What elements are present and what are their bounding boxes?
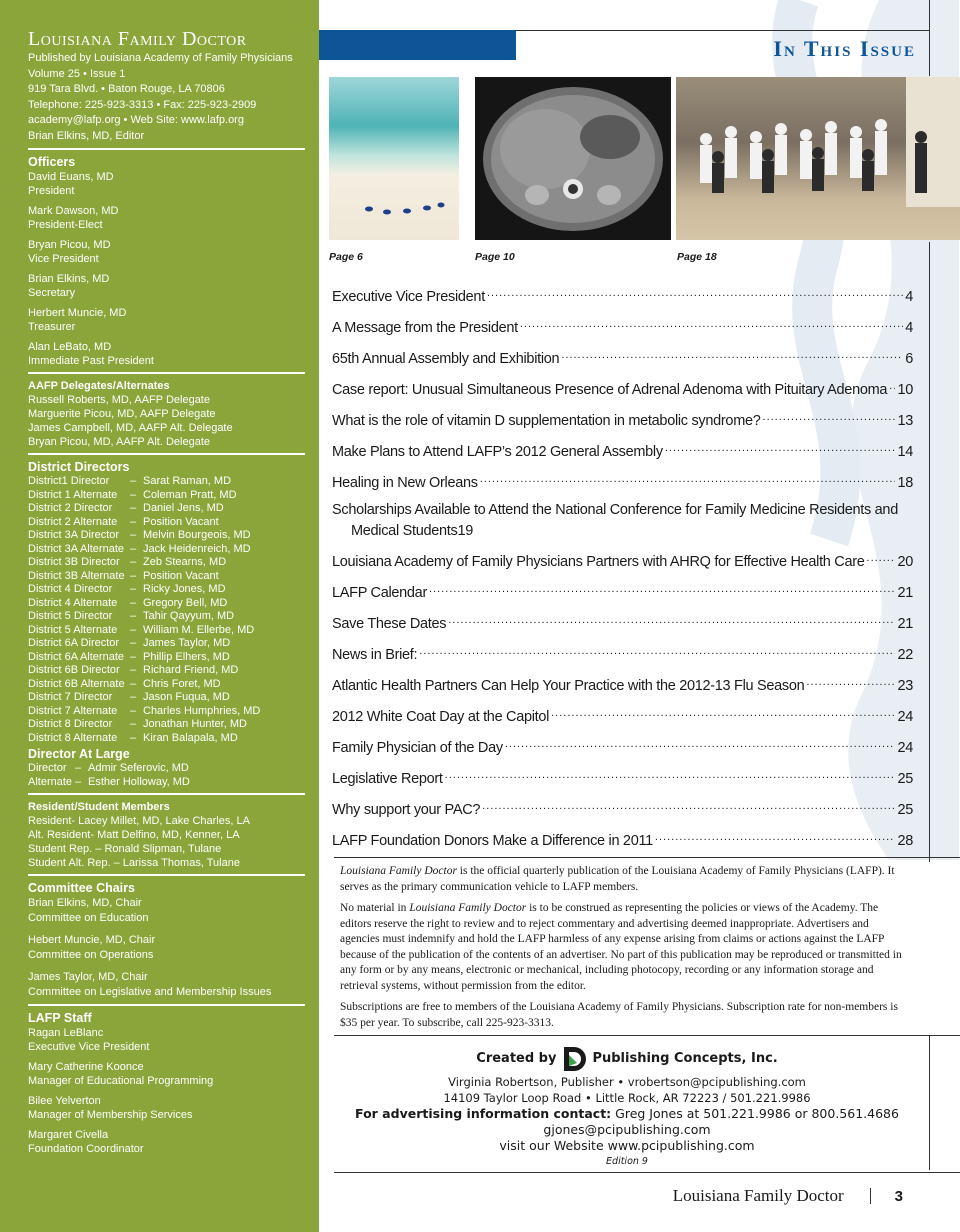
committee-entry (28, 933, 305, 963)
toc-page: 6 (905, 351, 913, 367)
photo-caption: Page 18 (677, 251, 717, 263)
dash: – (129, 623, 137, 636)
officer-entry (28, 272, 305, 300)
staff-entry (28, 1026, 305, 1054)
officer-name: Bryan Picou, MD (28, 239, 111, 251)
edition-label: Edition 9 (606, 1156, 648, 1167)
main-content (319, 0, 960, 1232)
district-role: District 8 Alternate (28, 731, 118, 744)
website-line[interactable]: visit our Website www.pcipublishing.com (499, 1138, 755, 1153)
toc-title: News in Brief: (332, 647, 418, 663)
district-role: District 4 Alternate (28, 596, 118, 609)
delegate-line: James Campbell, MD, AAFP Alt. Delegate (28, 422, 233, 434)
toc-leader (448, 610, 895, 631)
district-role: District 2 Alternate (28, 515, 118, 528)
district-role: Director (28, 762, 67, 774)
toc-title: Healing in New Orleans (332, 475, 478, 491)
toc-page: 23 (897, 678, 913, 694)
district-role: District 3A Director (28, 529, 120, 541)
photo-caption: Page 10 (475, 251, 515, 263)
dash: – (129, 691, 137, 703)
frame-line (929, 1035, 930, 1170)
toc-entry[interactable] (332, 672, 913, 697)
officer-entry (28, 204, 305, 232)
toc-title: 2012 White Coat Day at the Capitol (332, 709, 550, 725)
toc-page: 21 (897, 585, 913, 601)
officer-role: Vice President (28, 253, 99, 265)
dash: – (74, 762, 82, 774)
officer-role: Immediate Past President (28, 355, 154, 367)
district-member: Jason Fuqua, MD (143, 691, 230, 703)
publisher-line: Virginia Robertson, Publisher • vrobertson@pcipublishing.com (448, 1075, 806, 1089)
toc-page: 24 (897, 740, 913, 756)
committee-name: Committee on Operations (28, 949, 154, 961)
officer-entry (28, 340, 305, 368)
toc-entry[interactable] (332, 610, 913, 635)
district-row (28, 597, 305, 611)
district-row (28, 691, 305, 705)
district-role: District 5 Alternate (28, 623, 118, 636)
district-role: District 3B Alternate (28, 569, 125, 582)
committee-entry (28, 970, 305, 1000)
staff-name: Bilee Yelverton (28, 1095, 101, 1107)
district-member: Esther Holloway, MD (88, 775, 190, 788)
staff-role: Executive Vice President (28, 1041, 150, 1053)
disclaimer-text: is to be construed as representing the policies or views of the Academy. The editors reserve the right to review and to reject commentary and advertising deemed inappropriate. Advertisers and agencies must indemnify and hold the LAFP harmless of any expense arising from claims or actions against the LAFP because of the publication of the contents of an advertiser. No part of this publication may be reproduced or transmitted in any form or by any means, electronic or mechanical, including photocopy, recording or any information storage and retrieval systems, without permission from the editor. (340, 902, 902, 992)
district-row (28, 529, 305, 543)
disclaimer-paragraph: Subscriptions are free to members of the Louisiana Academy of Family Physicians. Subscription rate for non-members is $35 per year. To subscribe, call 225-923-3313. (340, 1001, 898, 1029)
dash: – (129, 610, 137, 622)
officer-entry (28, 306, 305, 334)
delegate-line: Marguerite Picou, MD, AAFP Delegate (28, 408, 216, 420)
toc-title: Save These Dates (332, 616, 447, 632)
toc-title: Legislative Report (332, 771, 443, 787)
district-row (28, 678, 305, 692)
district-row (28, 502, 305, 516)
toc-entry[interactable] (332, 703, 913, 728)
footer-title: Louisiana Family Doctor (672, 1186, 844, 1205)
toc-title: LAFP Calendar (332, 585, 427, 601)
toc-page: 4 (905, 289, 913, 305)
disclaimer-text: No material in (340, 902, 410, 914)
disclaimer-paragraph (340, 864, 910, 895)
dash: – (129, 677, 137, 690)
officer-name: Mark Dawson, MD (28, 205, 119, 217)
toc-title-continued-row (332, 521, 913, 542)
district-list (28, 475, 305, 745)
officer-name: Brian Elkins, MD (28, 273, 110, 285)
dash: – (129, 664, 137, 676)
district-member: Sarat Raman, MD (143, 475, 232, 487)
dash: – (129, 596, 137, 609)
toc-leader (561, 345, 903, 366)
contact-email[interactable]: gjones@pcipublishing.com (543, 1122, 711, 1137)
delegates-section (28, 379, 305, 449)
district-row (28, 718, 305, 732)
committee-entry (28, 896, 305, 926)
toc-entry[interactable] (332, 376, 913, 401)
officer-role: President (28, 185, 75, 197)
district-member: Position Vacant (143, 515, 219, 528)
district-role: District 6B Alternate (28, 677, 125, 690)
toc-entry[interactable] (332, 500, 913, 542)
frame-line (929, 0, 930, 76)
masthead-content (28, 28, 305, 1162)
toc-leader (806, 672, 895, 693)
footer-rule (334, 1172, 960, 1173)
residents-heading: Resident/Student Members (28, 801, 170, 813)
masthead-line: academy@lafp.org • Web Site: www.lafp.org (28, 114, 244, 126)
district-member: Charles Humphries, MD (143, 704, 261, 717)
district-row (28, 556, 305, 570)
district-member: Admir Seferovic, MD (88, 762, 189, 774)
beach-umbrellas-icon (329, 77, 459, 240)
publication-name: Louisiana Family Doctor (409, 902, 527, 914)
footer-separator (870, 1188, 871, 1204)
toc-title: Louisiana Academy of Family Physicians Partners with AHRQ for Effective Health Care (332, 554, 865, 570)
resident-line: Resident- Lacey Millet, MD, Lake Charles, LA (28, 815, 250, 827)
district-role: District 7 Director (28, 691, 113, 703)
toc-entry[interactable] (332, 579, 913, 604)
district-row (28, 489, 305, 503)
toc-leader (480, 469, 896, 490)
dash: – (129, 718, 137, 730)
district-role: District 3A Alternate (28, 542, 124, 555)
toc-title-continued: Medical Students (351, 523, 458, 539)
ct-scan-photo (475, 77, 671, 240)
toc-title: Case report: Unusual Simultaneous Presence of Adrenal Adenoma with Pituitary Adenoma (332, 382, 888, 398)
toc-leader (505, 734, 896, 755)
publisher-credits (337, 1044, 917, 1170)
committee-name: Committee on Education (28, 912, 149, 924)
at-large-heading: Director At Large (28, 747, 130, 761)
disclaimer-paragraph (340, 901, 910, 994)
district-member: Richard Friend, MD (143, 664, 239, 676)
staff-role: Foundation Coordinator (28, 1143, 144, 1155)
resident-line: Student Rep. – Ronald Slipman, Tulane (28, 843, 222, 855)
dash: – (129, 529, 137, 541)
district-member: Jonathan Hunter, MD (143, 718, 247, 730)
toc-title: Scholarships Available to Attend the National Conference for Family Medicine Residents and (332, 502, 898, 518)
district-row (28, 543, 305, 557)
district-member: Chris Foret, MD (143, 677, 221, 690)
dash: – (129, 650, 137, 663)
toc-entry[interactable] (332, 734, 913, 759)
dash: – (129, 637, 137, 649)
district-role: District 6A Director (28, 637, 120, 649)
masthead-line: Volume 25 • Issue 1 (28, 67, 126, 80)
toc-leader (487, 283, 903, 304)
toc-entry[interactable] (332, 283, 913, 308)
district-role: District 2 Director (28, 502, 113, 514)
toc-entry[interactable] (332, 765, 913, 790)
district-role: District 7 Alternate (28, 704, 118, 717)
districts-heading: District Directors (28, 460, 130, 474)
toc-page: 10 (897, 382, 913, 398)
district-member: Jack Heidenreich, MD (143, 542, 251, 555)
credits-rule (334, 1035, 960, 1036)
district-role: District 6A Alternate (28, 650, 124, 663)
district-member: William M. Ellerbe, MD (143, 623, 255, 636)
header-rule (516, 30, 929, 31)
masthead-line: Brian Elkins, MD, Editor (28, 129, 145, 142)
staff-entry (28, 1060, 305, 1088)
district-member: Gregory Bell, MD (143, 596, 228, 609)
delegate-line: Bryan Picou, MD, AAFP Alt. Delegate (28, 436, 210, 448)
district-role: District1 Director (28, 475, 110, 487)
resident-line: Alt. Resident- Matt Delfino, MD, Kenner, LA (28, 829, 240, 841)
section-divider (28, 793, 305, 795)
committee-chair: Brian Elkins, MD, Chair (28, 897, 142, 909)
toc-page: 18 (897, 475, 913, 491)
district-member: James Taylor, MD (143, 637, 231, 649)
toc-entry[interactable] (332, 827, 913, 852)
toc-leader (665, 438, 896, 459)
disclaimer-rule (334, 857, 960, 858)
toc-title: Why support your PAC? (332, 802, 481, 818)
toc-page: 25 (897, 771, 913, 787)
dash: – (129, 583, 137, 595)
toc-page: 4 (905, 320, 913, 336)
committees-heading: Committee Chairs (28, 881, 135, 895)
committee-chair: Hebert Muncie, MD, Chair (28, 934, 156, 946)
toc-title: Family Physician of the Day (332, 740, 503, 756)
district-row (28, 762, 305, 776)
staff-role: Manager of Membership Services (28, 1109, 193, 1121)
staff-entry (28, 1128, 305, 1156)
district-row (28, 705, 305, 719)
district-role: District 8 Director (28, 718, 113, 730)
delegate-line: Russell Roberts, MD, AAFP Delegate (28, 394, 210, 406)
toc-leader (551, 703, 895, 724)
district-row (28, 516, 305, 530)
resident-line: Student Alt. Rep. – Larissa Thomas, Tulane (28, 857, 240, 869)
district-row (28, 583, 305, 597)
group-photo (676, 77, 960, 240)
toc-page: 25 (897, 802, 913, 818)
committee-chair: James Taylor, MD, Chair (28, 971, 148, 983)
officer-entry (28, 170, 305, 198)
staff-entry (28, 1094, 305, 1122)
dash: – (129, 502, 137, 514)
toc-page: 13 (897, 413, 913, 429)
toc-title: What is the role of vitamin D supplementation in metabolic syndrome? (332, 413, 761, 429)
frame-line (929, 242, 930, 862)
masthead-line: Published by Louisiana Academy of Family Physicians (28, 52, 293, 64)
toc-leader (889, 376, 895, 397)
photo-caption: Page 6 (329, 251, 363, 263)
district-row (28, 610, 305, 624)
officers-section (28, 155, 305, 368)
district-member: Position Vacant (143, 569, 219, 582)
toc-entry[interactable] (332, 314, 913, 339)
staff-name: Mary Catherine Koonce (28, 1061, 144, 1073)
district-row (28, 651, 305, 665)
section-divider (28, 372, 305, 374)
officer-name: Alan LeBato, MD (28, 341, 112, 353)
toc-page: 21 (897, 616, 913, 632)
toc-entry[interactable] (332, 796, 913, 821)
toc-title: Make Plans to Attend LAFP’s 2012 General Assembly (332, 444, 663, 460)
toc-leader (419, 641, 895, 662)
district-member: Daniel Jens, MD (143, 502, 224, 514)
dash: – (129, 475, 137, 487)
toc-leader (429, 579, 895, 600)
ct-scan-icon (475, 77, 671, 240)
staff-name: Margaret Civella (28, 1129, 109, 1141)
district-member: Ricky Jones, MD (143, 583, 226, 595)
district-role: District 1 Alternate (28, 488, 118, 501)
districts-section (28, 460, 305, 789)
district-role: Alternate (28, 775, 73, 788)
toc-page: 22 (897, 647, 913, 663)
toc-leader (520, 314, 903, 335)
advertising-label: For advertising information contact: (355, 1106, 612, 1121)
officer-role: Treasurer (28, 321, 76, 333)
officer-role: Secretary (28, 287, 76, 299)
dash: – (129, 515, 137, 528)
toc-title: 65th Annual Assembly and Exhibition (332, 351, 560, 367)
dash: – (129, 731, 137, 744)
toc-title: LAFP Foundation Donors Make a Difference in 2011 (332, 833, 653, 849)
section-divider (28, 148, 305, 150)
disclaimer-text: is the official quarterly publication of the Louisiana Academy of Family Physicians (LAFP). It serves as the primary communication vehicle to LAFP members. (340, 865, 895, 893)
beach-photo (329, 77, 459, 240)
page-number: 3 (894, 1187, 903, 1205)
district-row (28, 624, 305, 638)
dash: – (129, 704, 137, 717)
district-member: Zeb Stearns, MD (143, 556, 227, 568)
header-accent-bar (319, 30, 516, 60)
officer-entry (28, 238, 305, 266)
dash: – (129, 556, 137, 568)
masthead-line: Telephone: 225-923-3313 • Fax: 225-923-2909 (28, 98, 257, 111)
toc-page: 24 (897, 709, 913, 725)
district-row (28, 475, 305, 489)
page-footer (673, 1186, 903, 1206)
district-row (28, 776, 305, 790)
toc-title: Atlantic Health Partners Can Help Your Practice with the 2012-13 Flu Season (332, 678, 805, 694)
advertising-line (337, 1106, 917, 1122)
table-of-contents (332, 283, 913, 858)
district-member: Phillip Elhers, MD (143, 650, 230, 663)
toc-entry[interactable] (332, 641, 913, 666)
district-row (28, 637, 305, 651)
dash: – (74, 775, 82, 788)
section-divider (28, 1004, 305, 1006)
in-this-issue-title: In This Issue (773, 36, 916, 61)
toc-entry[interactable] (332, 407, 913, 432)
toc-title: Executive Vice President (332, 289, 485, 305)
toc-leader (445, 765, 896, 786)
committee-name: Committee on Legislative and Membership Issues (28, 986, 272, 998)
officers-heading: Officers (28, 155, 76, 169)
toc-leader (867, 548, 896, 569)
district-member: Tahir Qayyum, MD (143, 610, 235, 622)
advertising-contact: Greg Jones at 501.221.9986 or 800.561.4686 (611, 1106, 899, 1121)
district-row (28, 732, 305, 746)
publication-disclaimer (340, 864, 910, 1037)
address-line: 14109 Taylor Loop Road • Little Rock, AR 72223 / 501.221.9986 (443, 1091, 811, 1105)
staff-heading: LAFP Staff (28, 1011, 92, 1025)
toc-entry[interactable] (332, 548, 913, 573)
toc-entry[interactable] (332, 469, 913, 494)
toc-entry[interactable] (332, 345, 913, 370)
created-by-line (337, 1044, 917, 1074)
district-member: Melvin Bourgeois, MD (143, 529, 251, 541)
dash: – (129, 569, 137, 582)
residents-section (28, 800, 305, 870)
toc-leader (655, 827, 896, 848)
masthead-line: 919 Tara Blvd. • Baton Rouge, LA 70806 (28, 83, 225, 95)
toc-page: 20 (897, 554, 913, 570)
officer-name: Herbert Muncie, MD (28, 307, 127, 319)
toc-leader (482, 796, 895, 817)
masthead-info (28, 51, 305, 144)
created-by-label: Created by (476, 1051, 557, 1066)
dash: – (129, 542, 137, 555)
pci-logo-icon (560, 1045, 588, 1073)
toc-entry[interactable] (332, 438, 913, 463)
dash: – (129, 488, 137, 501)
committees-section (28, 881, 305, 1000)
district-role: District 6B Director (28, 664, 120, 676)
section-divider (28, 453, 305, 455)
publication-title: Louisiana Family Doctor (28, 28, 247, 50)
toc-leader (763, 407, 896, 428)
district-role: District 3B Director (28, 556, 120, 568)
delegates-heading: AAFP Delegates/Alternates (28, 380, 170, 392)
toc-page: 14 (897, 444, 913, 460)
people-group-icon (676, 77, 960, 240)
district-row (28, 570, 305, 584)
district-role: District 4 Director (28, 583, 113, 595)
district-member: Kiran Balapala, MD (143, 731, 238, 744)
toc-page: 28 (897, 833, 913, 849)
staff-role: Manager of Educational Programming (28, 1075, 214, 1087)
officer-role: President-Elect (28, 219, 103, 231)
district-member: Coleman Pratt, MD (143, 488, 237, 501)
district-row (28, 664, 305, 678)
district-role: District 5 Director (28, 610, 113, 622)
officer-name: David Euans, MD (28, 171, 114, 183)
staff-name: Ragan LeBlanc (28, 1027, 104, 1039)
company-name: Publishing Concepts, Inc. (592, 1051, 778, 1066)
section-divider (28, 874, 305, 876)
staff-section (28, 1011, 305, 1156)
masthead-sidebar (0, 0, 319, 1232)
toc-title: A Message from the President (332, 320, 518, 336)
toc-page: 19 (457, 523, 473, 539)
publication-name: Louisiana Family Doctor (340, 865, 457, 877)
